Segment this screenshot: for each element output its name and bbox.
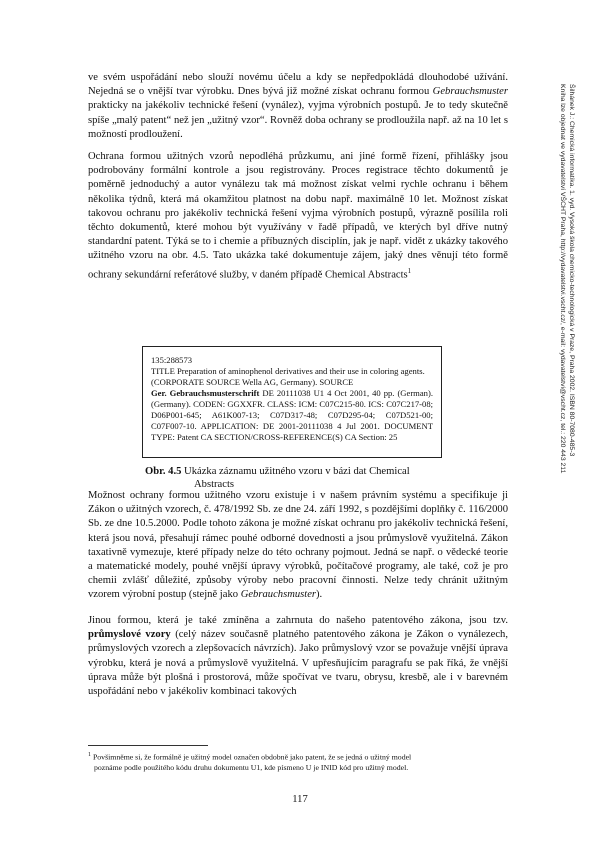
- footnote-number: 1: [88, 752, 91, 758]
- sidebar-citation: Šilhánek J.: Chemická informatika. 1. vyd. Vysoká škola chemicko-technologická v Praze, Praha 2002. ISBN 80-7080-485-3: [568, 84, 575, 457]
- paragraph-1-text: ve svém uspořádání nebo slouží novému účelu a kdy se nepředpokládá dlouhodobé užívání. Nejedná se o vnější tvar výrobku. Dnes bývá již možné získat ochranu formou: [88, 72, 508, 98]
- paragraph-3-text: Možnost ochrany formou užitného vzoru existuje i v našem právním systému a specifikuje ji Zákon o užitných vzorech, č. 478/1992 Sb. ze dne 24. září 1992, s pozdějšími doplňky č. 116/2000 Sb. ze dne 10.5.2000. Podle tohoto zákona je možné získat ochranu pro jakékoliv technická řešení, která jsou nová, přesahují rámec pouhé odborné dovednosti a jsou průmyslově využitelná. Zákon taxativně vymezuje, které případy nelze do této ochrany pojmout. Jedná se např. o vědecké teorie a matematické modely, pouhé vnější úpravy výrobků, počítačové programy, ale také, což je pro chemii zvlášť důležité, způsoby výroby nebo pracovní činnosti. Nelze tedy chránit užitným vzorem výrobní postup (stejně jako: [88, 490, 508, 601]
- page-number: 117: [292, 794, 308, 805]
- paragraph-1-text-end: prakticky na jakékoliv technické řešení (vynález), vyjma výrobních postupů. Je to tedy skutečně spíše „malý patent“ než jen „užitný vzor“. Rovněž doba ochrany se prodloužila např. až na 10 let s možností prodloužení.: [88, 100, 508, 140]
- paragraph-3-text-end: ).: [316, 589, 323, 601]
- figure-caption-text-2: Abstracts: [194, 479, 235, 490]
- footnote-text-1: Povšimněme si, že formálně je užitný model označen obdobně jako patent, že se jedná o užitný model: [91, 752, 412, 762]
- paragraph-4-text: Jinou formou, která je také zmíněna a zahrnuta do našeho patentového zákona, jsou tzv.: [88, 615, 508, 626]
- paragraph-2-text: Ochrana formou užitných vzorů nepodléhá průzkumu, ani jiné formě řízení, přihlášky jsou podrobovány formální kontrole a jsou registrovány. Proces registrace těchto dokumentů je poměrně jednoduchý a autor vynálezu tak má možnost získat velmi rychle ochranu i během několika týdnů, která má okamžitou platnost na dobu např. maximálně 10 let. Možnost získat takovou ochranu pro jakékoliv technická řešení vyjma výrobních postupů, výrazně posílila roli těchto dokumentů, které mohou být využívány v řadě případů, ve kterých byl dříve nutný standardní patent. Týká se to i chemie a příbuzných disciplín, jak je např. vidět z ukázky takového užitného vzoru na obr. 4.5. Tato ukázka také dokumentuje zájem, jaký dnes věnují této formě ochrany sekundární referátové služby, v daném případě Chemical Abstracts: [88, 151, 508, 281]
- paragraph-3: [88, 489, 508, 603]
- sidebar-order-info: Kniha lze objednat ve vydavatelství VŠCHT Praha, http://vydavatelstvi.vscht.cz/, e-mail: vydavatelstvi@vscht.cz, tel.: 220 443 211: [559, 84, 567, 474]
- footnote-divider: [88, 745, 208, 746]
- term-gebrauchsmuster-2: Gebrauchsmuster: [240, 589, 317, 601]
- figure-caption: [145, 465, 475, 491]
- copyright-sidebar: [533, 84, 575, 684]
- figure-caption-text: Ukázka záznamu užitného vzoru v bázi dat Chemical: [181, 466, 410, 477]
- term-prumyslove-vzory: průmyslové vzory: [88, 629, 171, 641]
- record-document-kind: Ger. Gebrauchsmusterschrift: [151, 388, 260, 398]
- figure-label: Obr. 4.5: [145, 466, 182, 477]
- record-accession-number: 135:288573: [151, 355, 193, 365]
- footnote: [88, 750, 508, 773]
- paragraph-1: [88, 71, 508, 142]
- chemical-abstracts-record: [142, 346, 442, 458]
- footnote-text-2: poznáme podle použitého kódu druhu dokumentu U1, kde písmeno U je INID kód pro užitný model.: [94, 763, 409, 772]
- term-gebrauchsmuster: Gebrauchsmuster: [432, 86, 508, 98]
- record-title: TITLE Preparation of aminophenol derivatives and their use in coloring agents.: [151, 366, 425, 376]
- paragraph-2: [88, 150, 508, 282]
- record-patent-details: [151, 388, 433, 443]
- paragraph-4-text-end: (celý název současně platného patentového zákona je Zákon o vynálezech, průmyslových vzorech a zlepšovacích návrzích). Jako průmyslový vzor se považuje vnější úprava výrobku, která je nová a průmyslově využitelná. V upřesňujícím paragrafu se pak říká, že vnější úprava může být plošná i prostorová, může spočívat ve tvaru, obrysu, kresbě, ale i v barevném uspořádání nebo v jakékoliv kombinaci takových: [88, 629, 508, 698]
- footnote-reference[interactable]: 1: [407, 266, 412, 275]
- paragraph-4: [88, 614, 508, 699]
- record-patent-details-text: DE 20111038 U1 4 Oct 2001, 40 pp. (German). (Germany). CODEN: GGXXFR. CLASS: ICM: C07C215-80. ICS: C07C217-08; D06P001-645; A61K007-13; C07D317-48; C07D295-04; C07D521-00; C07F007-10. APPLICATION: DE 2001-20111038 4 Jul 2001. DOCUMENT TYPE: Patent CA SECTION/CROSS-REFERENCE(S) CA Section: 25: [151, 388, 433, 442]
- record-corporate-source: (CORPORATE SOURCE Wella AG, Germany). SOURCE: [151, 377, 354, 387]
